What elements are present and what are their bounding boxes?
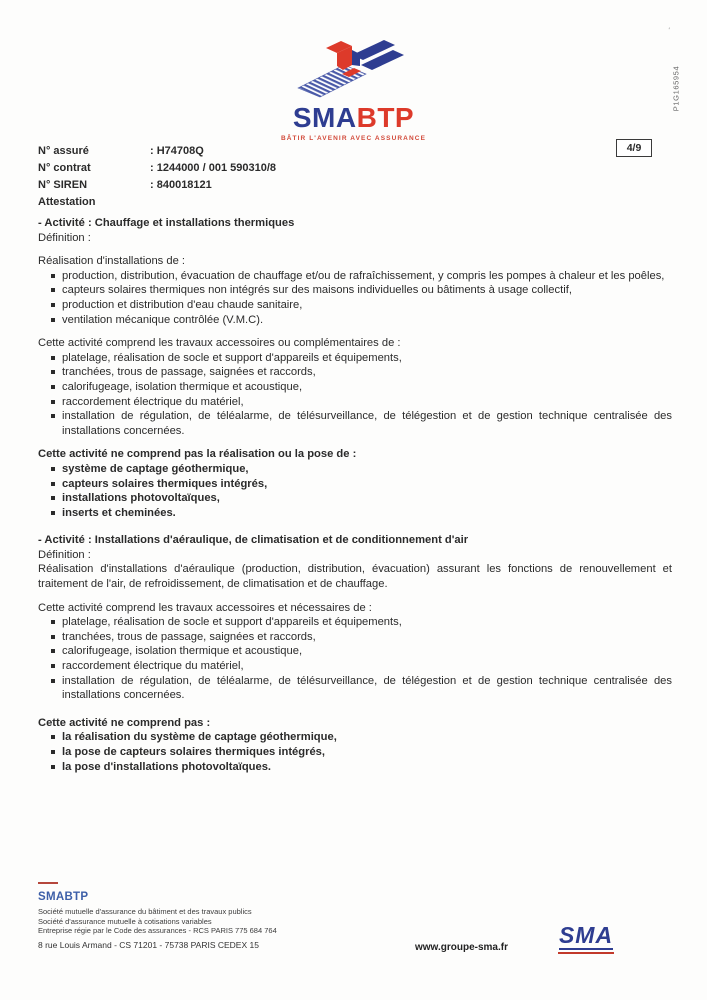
sma-logo-redline: [558, 952, 614, 954]
activity2-includes-list: [38, 615, 672, 703]
list-item: installation de régulation, de téléalarme, de télésurveillance, de télégestion et de gestion technique centralisée des installations concernées.: [38, 409, 672, 438]
footer-address: 8 rue Louis Armand - CS 71201 - 75738 PARIS CEDEX 15: [38, 939, 259, 950]
list-item: ventilation mécanique contrôlée (V.M.C).: [38, 313, 672, 328]
footer-brand: SMABTP: [38, 891, 89, 903]
spacer: [38, 520, 672, 533]
sma-logo: [558, 924, 614, 954]
smabtp-logo-icon: [292, 38, 416, 102]
list-item: la pose de capteurs solaires thermiques intégrés,: [38, 745, 672, 760]
page-number-box: 4/9: [616, 139, 652, 157]
spacer: [38, 245, 672, 254]
activity2-definition-label: Définition :: [38, 548, 91, 561]
document-body: [38, 216, 672, 774]
activity2-heading: - Activité : Installations d'aéraulique, de climatisation et de conditionnement d'air: [38, 534, 469, 547]
list-item: tranchées, trous de passage, saignées et raccords,: [38, 365, 672, 380]
meta-row-siren: [38, 177, 276, 194]
footer-website: www.groupe-sma.fr: [415, 942, 508, 953]
list-item: la réalisation du système de captage géothermique,: [38, 730, 672, 745]
logo-tagline: BÂTIR L'AVENIR AVEC ASSURANCE: [280, 135, 427, 142]
list-item: calorifugeage, isolation thermique et acoustique,: [38, 380, 672, 395]
activity1-intro: Réalisation d'installations de :: [38, 255, 186, 268]
activity1-definition-label: Définition :: [38, 231, 91, 244]
footer-legal-line: Société d'assurance mutuelle à cotisations variables: [38, 916, 212, 926]
wordmark-sma: SMA: [292, 102, 357, 133]
side-code: P1G165954: [671, 65, 681, 112]
activity2-definition-text: Réalisation d'installations d'aéraulique (production, distribution, évacuation) assurant les fonctions de renouvellement et traitement de l'air, de refroidissement, de climatisation et de chauffage.: [38, 563, 672, 591]
activity2-includes-intro: Cette activité comprend les travaux accessoires et nécessaires de :: [38, 601, 372, 614]
meta-row-attestation: [38, 194, 276, 211]
list-item: production, distribution, évacuation de chauffage et/ou de rafraîchissement, y compris les pompes à chaleur et les poêles,: [38, 269, 672, 284]
list-item: système de captage géothermique,: [38, 462, 672, 477]
activity1-excludes-list: [38, 462, 672, 520]
list-item: capteurs solaires thermiques non intégrés sur des maisons individuelles ou bâtiments à usage collectif,: [38, 283, 672, 298]
header-meta: [38, 143, 276, 211]
list-item: installation de régulation, de téléalarme, de télésurveillance, de télégestion et de gestion technique centralisée des installations concernées.: [38, 674, 672, 703]
list-item: calorifugeage, isolation thermique et acoustique,: [38, 644, 672, 659]
wordmark-btp: BTP: [356, 102, 415, 133]
spacer: [38, 438, 672, 447]
smabtp-logo: [0, 38, 707, 142]
activity2-excludes-list: [38, 730, 672, 774]
spacer: [38, 592, 672, 601]
list-item: platelage, réalisation de socle et support d'appareils et équipements,: [38, 615, 672, 630]
sma-logo-text: SMA: [558, 922, 614, 948]
meta-label: N° assuré: [38, 145, 89, 157]
spacer: [38, 703, 672, 716]
meta-value: : 840018121: [150, 179, 212, 191]
activity2-excludes-intro: Cette activité ne comprend pas :: [38, 716, 211, 729]
smabtp-wordmark: [0, 104, 707, 132]
activity1-heading: - Activité : Chauffage et installations thermiques: [38, 217, 295, 229]
list-item: raccordement électrique du matériel,: [38, 659, 672, 674]
meta-label: N° contrat: [38, 162, 91, 174]
meta-label: N° SIREN: [38, 179, 88, 191]
list-item: capteurs solaires thermiques intégrés,: [38, 477, 672, 492]
meta-row-contrat: [38, 160, 276, 177]
spacer: [38, 327, 672, 336]
meta-row-assure: [38, 143, 276, 160]
activity1-intro-list: [38, 269, 672, 327]
activity1-includes-list: [38, 351, 672, 439]
meta-value: : H74708Q: [150, 145, 204, 157]
list-item: platelage, réalisation de socle et support d'appareils et équipements,: [38, 351, 672, 366]
list-item: tranchées, trous de passage, saignées et raccords,: [38, 630, 672, 645]
list-item: la pose d'installations photovoltaïques.: [38, 760, 672, 775]
page-footer: [38, 882, 669, 953]
scan-artifact: ': [667, 25, 671, 36]
list-item: inserts et cheminées.: [38, 506, 672, 521]
attestation-label: Attestation: [38, 196, 96, 208]
list-item: production et distribution d'eau chaude sanitaire,: [38, 298, 672, 313]
activity1-includes-intro: Cette activité comprend les travaux accessoires ou complémentaires de :: [38, 337, 401, 350]
footer-dash: [38, 882, 58, 884]
footer-legal-line: Entreprise régie par le Code des assurances - RCS PARIS 775 684 764: [38, 926, 277, 935]
footer-legal-line: Société mutuelle d'assurance du bâtiment et des travaux publics: [38, 907, 252, 916]
list-item: raccordement électrique du matériel,: [38, 395, 672, 410]
activity1-excludes-intro: Cette activité ne comprend pas la réalisation ou la pose de :: [38, 448, 357, 461]
meta-value: : 1244000 / 001 590310/8: [150, 162, 277, 174]
list-item: installations photovoltaïques,: [38, 491, 672, 506]
